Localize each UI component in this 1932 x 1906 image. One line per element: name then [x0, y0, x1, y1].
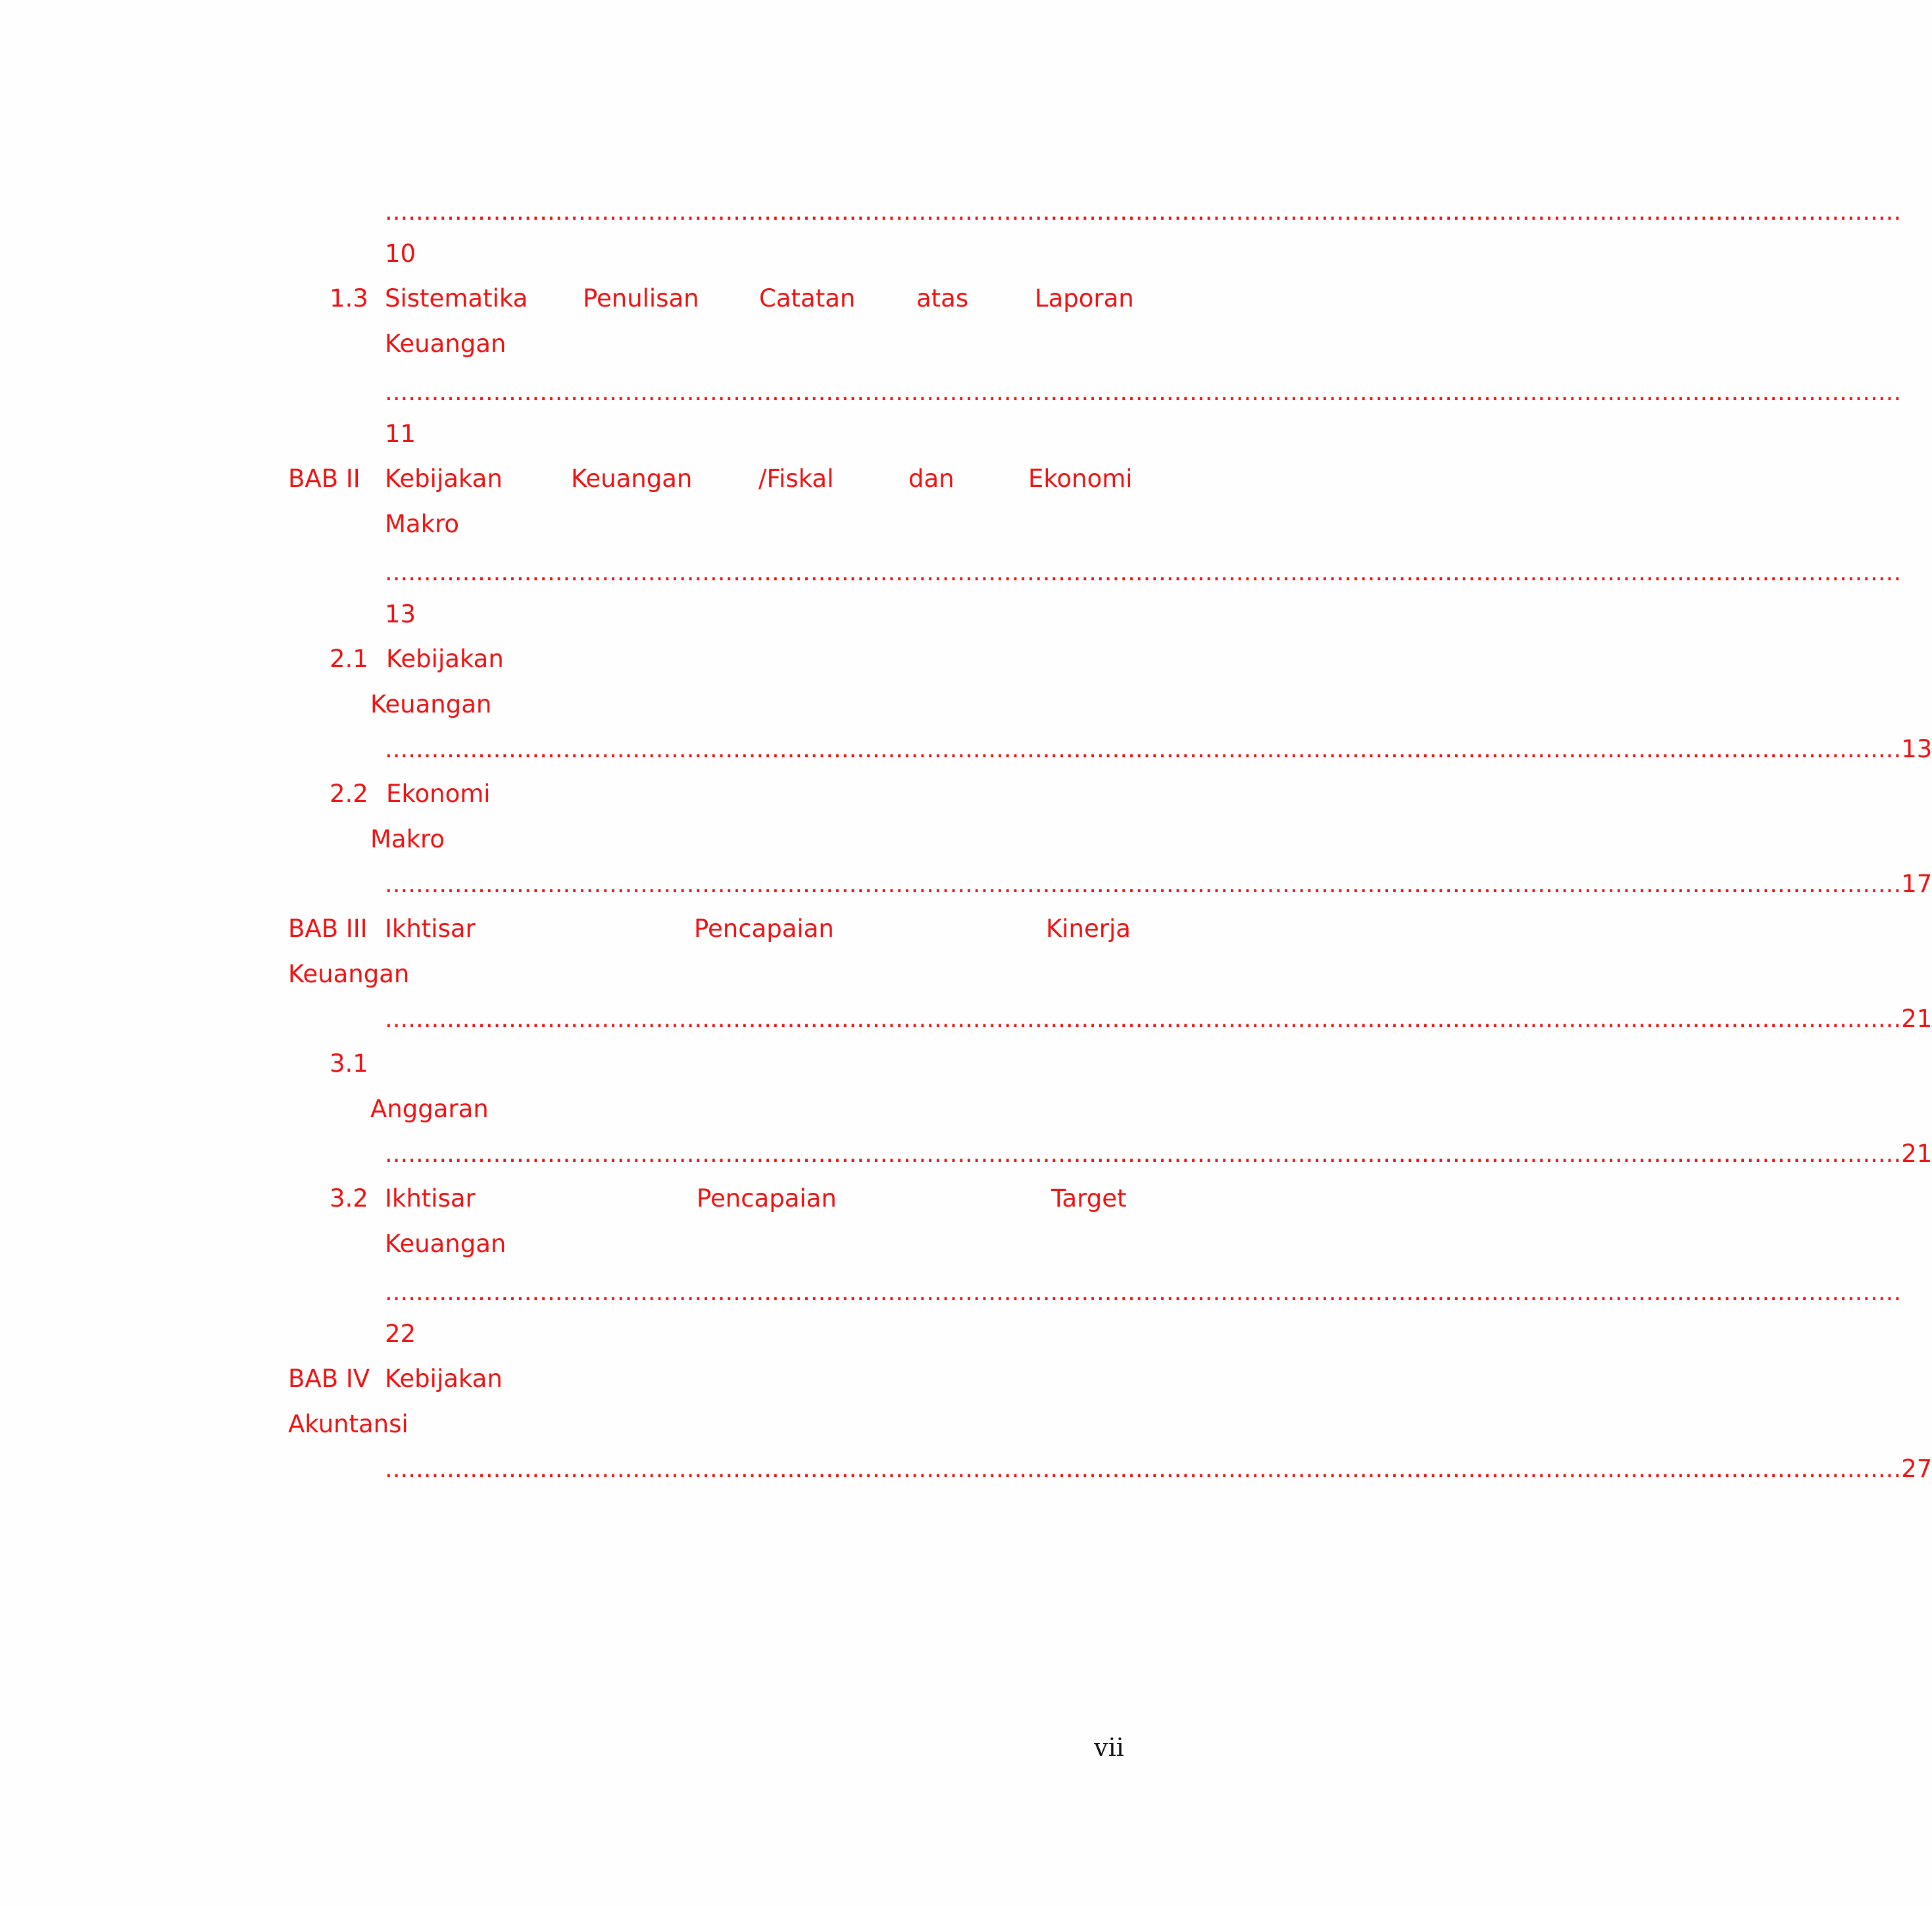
toc-title-word: Keuangan	[571, 464, 693, 493]
toc-section-number: 2.1	[330, 645, 368, 673]
toc-title-word: Kebijakan	[385, 464, 503, 493]
leader-dots: ....................................................................................................................................................................................................	[385, 1005, 1902, 1033]
toc-leader-line	[385, 1453, 1932, 1485]
toc-page-number: 13	[385, 600, 416, 628]
leader-dots: ....................................................................................................................................................................................................	[385, 1455, 1902, 1483]
toc-title-word: Catatan	[759, 284, 856, 313]
toc-page-number: 21	[1901, 1005, 1932, 1033]
toc-title-word: Penulisan	[583, 284, 699, 313]
toc-chapter-number: BAB II	[288, 464, 360, 493]
toc-chapter-number: BAB III	[288, 915, 368, 943]
toc-title-word: Ekonomi	[1028, 464, 1133, 493]
toc-title-word: Ekonomi	[386, 780, 491, 808]
toc-section-number: 3.1	[330, 1049, 368, 1078]
toc-title-word: Pencapaian	[694, 915, 834, 943]
footer-page-number: vii	[1094, 1733, 1124, 1762]
toc-title-word: Kebijakan	[385, 1365, 503, 1393]
leader-dots: ....................................................................................................................................................................................................	[385, 870, 1902, 898]
toc-title-word: Laporan	[1035, 284, 1134, 313]
leader-dots: ....................................................................................................................................................................................................	[385, 735, 1902, 763]
leader-dots: ....................................................................................................................................................................................................	[385, 1278, 1902, 1306]
toc-leader-line	[385, 1138, 1932, 1170]
toc-title-line2: Anggaran	[370, 1095, 489, 1123]
toc-leader-line	[385, 868, 1932, 900]
leader-dots: ....................................................................................................................................................................................................	[385, 558, 1902, 586]
toc-title-word: Ikhtisar	[385, 1184, 476, 1213]
toc-title-word: dan	[908, 464, 954, 493]
toc-section-number: 3.2	[330, 1184, 368, 1213]
toc-chapter-number: BAB IV	[288, 1365, 370, 1393]
toc-page-number: 17	[1901, 870, 1932, 898]
toc-page-number: 22	[385, 1320, 416, 1348]
toc-leader-line	[385, 1003, 1932, 1035]
toc-title-word: Kebijakan	[386, 645, 504, 673]
toc-title-word: atas	[916, 284, 969, 313]
toc-title-line2: Keuangan	[370, 690, 492, 718]
toc-title-word: Sistematika	[385, 284, 528, 313]
toc-title-line2: Makro	[370, 825, 445, 853]
leader-dots: ....................................................................................................................................................................................................	[385, 197, 1902, 226]
toc-page-number: 10	[385, 239, 416, 268]
toc-title-word: /Fiskal	[758, 464, 834, 493]
leader-dots: ....................................................................................................................................................................................................	[385, 1140, 1902, 1168]
toc-title-line2: Akuntansi	[288, 1410, 409, 1438]
toc-page-number: 11	[385, 420, 416, 448]
toc-page-number: 27	[1901, 1455, 1932, 1483]
toc-page-number: 21	[1901, 1140, 1932, 1168]
toc-leader-line	[385, 734, 1932, 765]
toc-title-line2: Keuangan	[288, 960, 410, 988]
toc-title-line2: Makro	[385, 510, 460, 538]
toc-title-line2: Keuangan	[385, 330, 507, 358]
toc-page-number: 13	[1901, 735, 1932, 763]
toc-title-word: Pencapaian	[697, 1184, 837, 1213]
toc-title-word: Target	[1051, 1184, 1127, 1213]
toc-title-word: Ikhtisar	[385, 915, 476, 943]
toc-title-line2: Keuangan	[385, 1230, 507, 1258]
toc-title-word: Kinerja	[1046, 915, 1131, 943]
leader-dots: ....................................................................................................................................................................................................	[385, 378, 1902, 406]
toc-section-number: 1.3	[330, 284, 368, 313]
toc-section-number: 2.2	[330, 780, 368, 808]
